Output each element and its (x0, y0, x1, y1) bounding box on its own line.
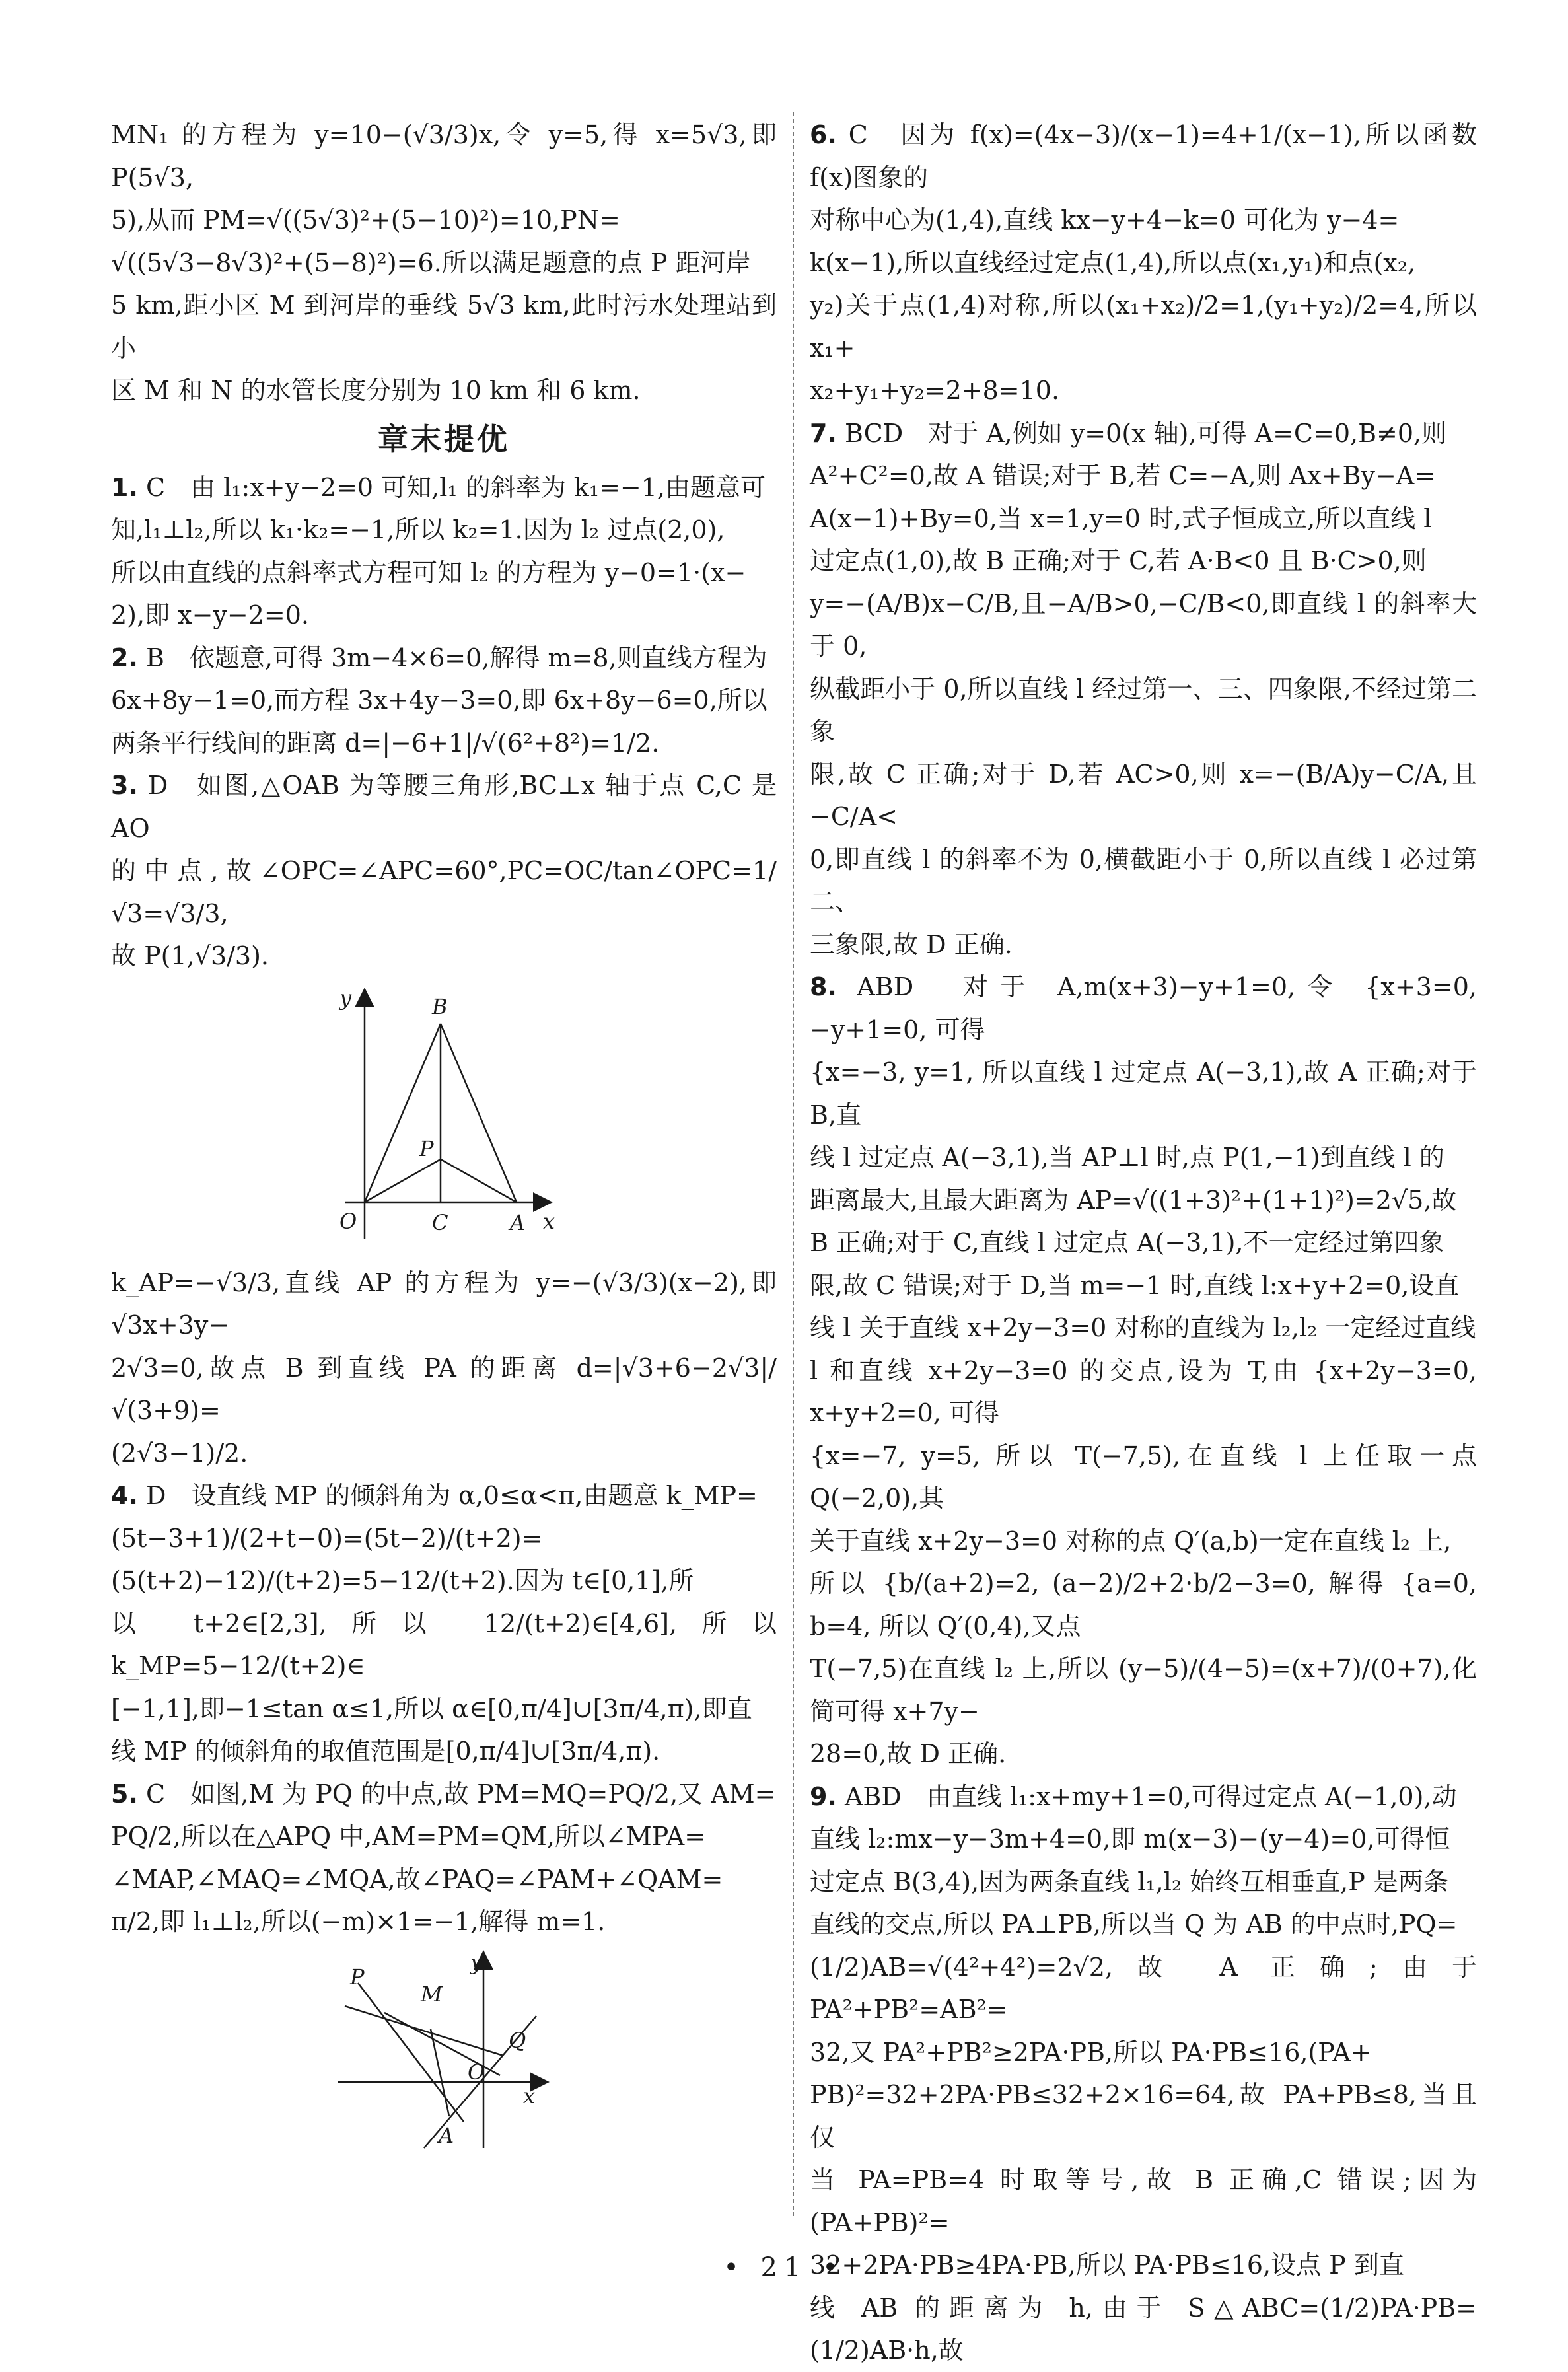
label-p: P (350, 1964, 365, 1990)
question-number: 4. (111, 1481, 138, 1510)
right-column (810, 114, 1477, 2372)
text-line: 线 MP 的倾斜角的取值范围是[0,π/4]∪[3π/4,π). (111, 1737, 660, 1766)
text-line: PQ/2,所以在△APQ 中,AM=PM=QM,所以∠MPA= (111, 1822, 706, 1851)
label-m: M (421, 1981, 443, 2007)
text-line: 线 l 关于直线 x+2y−3=0 对称的直线为 l₂,l₂ 一定经过直线 (810, 1313, 1476, 1342)
text-line: T(−7,5)在直线 l₂ 上,所以 (y−5)/(4−5)=(x+7)/(0+7),化简可得 x+7y− (810, 1654, 1477, 1726)
question-2 (111, 637, 777, 765)
left-column (111, 114, 777, 2161)
label-o: O (339, 1208, 357, 1234)
question-number: 2. (111, 643, 138, 672)
question-3 (111, 764, 777, 1474)
text-line: 距离最大,且最大距离为 AP=√((1+3)²+(1+1)²)=2√5,故 (810, 1185, 1457, 1215)
text-line: 以 t+2∈[2,3],所以 12/(t+2)∈[4,6],所以 k_MP=5−12/(t+2)∈ (111, 1608, 777, 1680)
text-line (111, 764, 777, 849)
text-line: y₂)关于点(1,4)对称,所以(x₁+x₂)/2=1,(y₁+y₂)/2=4,所以 x₁+ (810, 291, 1477, 363)
text-span: C 因为 f(x)=(4x−3)/(x−1)=4+1/(x−1),所以函数 f(x)图象的 (810, 120, 1477, 192)
text-span: D 设直线 MP 的倾斜角为 α,0≤α<π,由题意 k_MP= (145, 1481, 758, 1510)
text-line: (5t−3+1)/(2+t−0)=(5t−2)/(t+2)=(5(t+2)−12)/(t+2)=5−12/(t+2).因为 t∈[0,1],所 (111, 1523, 694, 1595)
text-line: 线 l 过定点 A(−3,1),当 AP⊥l 时,点 P(1,−1)到直线 l 的 (810, 1143, 1444, 1172)
question-number: 7. (810, 418, 837, 448)
intro-paragraph (111, 114, 777, 412)
text-line: √((5√3−8√3)²+(5−8)²)=6.所以满足题意的点 P 距河岸 (111, 248, 751, 277)
text-line: 纵截距小于 0,所以直线 l 经过第一、三、四象限,不经过第二象 (810, 674, 1477, 746)
question-number: 8. (810, 972, 837, 1001)
text-span: ABD 对于 A,m(x+3)−y+1=0,令 {x+3=0, −y+1=0, 可得 (810, 972, 1477, 1044)
text-line: k_AP=−√3/3,直线 AP 的方程为 y=−(√3/3)(x−2),即√3x+3y− (111, 1268, 777, 1340)
question-4 (111, 1474, 777, 1773)
text-line: 当 PA=PB=4 时取等号,故 B 正确,C 错误;因为(PA+PB)²= (810, 2165, 1477, 2237)
text-line: l 和直线 x+2y−3=0 的交点,设为 T,由 {x+2y−3=0, x+y+2=0, 可得 (810, 1355, 1477, 1427)
text-line: 限,故 C 错误;对于 D,当 m=−1 时,直线 l:x+y+2=0,设直 (810, 1270, 1460, 1300)
text-line: 区 M 和 N 的水管长度分别为 10 km 和 6 km. (111, 376, 641, 405)
text-line: 所以由直线的点斜率式方程可知 l₂ 的方程为 y−0=1·(x− (111, 557, 746, 587)
text-line: 2√3=0,故点 B 到直线 PA 的距离 d=|√3+6−2√3|/√(3+9)= (111, 1353, 777, 1425)
line-pq (345, 2006, 503, 2056)
label-q: Q (509, 2027, 526, 2053)
text-line: 5 km,距小区 M 到河岸的垂线 5√3 km,此时污水处理站到小 (111, 291, 777, 363)
text-line: A(x−1)+By=0,当 x=1,y=0 时,式子恒成立,所以直线 l (810, 503, 1432, 533)
text-line (810, 412, 1477, 455)
text-line: 5),从而 PM=√((5√3)²+(5−10)²)=10,PN= (111, 205, 620, 234)
question-7 (810, 412, 1477, 966)
label-x: x (523, 2083, 536, 2108)
text-line: 的中点,故∠OPC=∠APC=60°,PC=OC/tan∠OPC=1/√3=√3/3, (111, 856, 777, 928)
label-a: A (510, 1209, 526, 1235)
text-span: C 如图,M 为 PQ 的中点,故 PM=MQ=PQ/2,又 AM= (145, 1779, 776, 1809)
text-line: B 正确;对于 C,直线 l 过定点 A(−3,1),不一定经过第四象 (810, 1228, 1444, 1257)
text-line: 32+2PA·PB≥4PA·PB,所以 PA·PB≤16,设点 P 到直 (810, 2250, 1404, 2280)
page-number: • 21 • (723, 2252, 845, 2283)
column-divider (793, 112, 794, 2216)
text-line: 限,故 C 正确;对于 D,若 AC>0,则 x=−(B/A)y−C/A,且−C/A< (810, 759, 1477, 831)
text-line: 直线 l₂:mx−y−3m+4=0,即 m(x−3)−(y−4)=0,可得恒 (810, 1824, 1450, 1853)
text-line: (2√3−1)/2. (111, 1438, 248, 1468)
text-line: MN₁ 的方程为 y=10−(√3/3)x,令 y=5,得 x=5√3,即 P(5√3, (111, 120, 777, 192)
text-line (111, 1474, 777, 1517)
text-line (810, 966, 1477, 1051)
text-span: C 由 l₁:x+y−2=0 可知,l₁ 的斜率为 k₁=−1,由题意可 (145, 472, 766, 502)
triangle-diagram (325, 978, 563, 1255)
lines-diagram (332, 1943, 556, 2155)
label-b: B (432, 993, 448, 1019)
text-line: (1/2)AB=√(4²+4²)=2√2,故 A 正确;由于 PA²+PB²=AB²= (810, 1952, 1477, 2024)
question-5 (111, 1773, 777, 2161)
question-6 (810, 114, 1477, 412)
text-line (111, 637, 777, 680)
label-x: x (543, 1208, 555, 1234)
text-span: ABD 由直线 l₁:x+my+1=0,可得过定点 A(−1,0),动 (844, 1781, 1457, 1811)
text-line: 三象限,故 D 正确. (810, 929, 1013, 959)
label-p: P (419, 1135, 434, 1161)
text-line: 所以 {b/(a+2)=2, (a−2)/2+2·b/2−3=0, 解得 {a=0, b=4, 所以 Q′(0,4),又点 (810, 1569, 1477, 1641)
text-line: y=−(A/B)x−C/B,且−A/B>0,−C/B<0,即直线 l 的斜率大于 0, (810, 589, 1477, 661)
text-line: 对称中心为(1,4),直线 kx−y+4−k=0 可化为 y−4= (810, 205, 1400, 234)
section-title: 章末提优 (378, 421, 510, 457)
text-line: 28=0,故 D 正确. (810, 1739, 1007, 1768)
question-1 (111, 466, 777, 637)
text-line: [−1,1],即−1≤tan α≤1,所以 α∈[0,π/4]∪[3π/4,π),即直 (111, 1694, 752, 1723)
question-number: 9. (810, 1781, 837, 1811)
text-line: {x=−3, y=1, 所以直线 l 过定点 A(−3,1),故 A 正确;对于 B,直 (810, 1058, 1477, 1130)
question-8 (810, 966, 1477, 1776)
segment-pa (441, 1159, 517, 1202)
text-span: BCD 对于 A,例如 y=0(x 轴),可得 A=C=0,B≠0,则 (844, 418, 1447, 448)
text-line: 线 AB 的距离为 h,由于 S△ABC=(1/2)PA·PB=(1/2)AB·h,故 (810, 2293, 1477, 2365)
text-line (111, 466, 777, 509)
segment-ba (441, 1024, 517, 1202)
text-span: D 如图,△OAB 为等腰三角形,BC⊥x 轴于点 C,C 是 AO (111, 771, 777, 843)
question-number: 3. (111, 771, 138, 800)
label-o: O (468, 2059, 485, 2085)
text-line (810, 114, 1477, 199)
text-line: π/2,即 l₁⊥l₂,所以(−m)×1=−1,解得 m=1. (111, 1907, 606, 1936)
text-line: {x=−7, y=5, 所以 T(−7,5),在直线 l 上任取一点 Q(−2,0),其 (810, 1441, 1477, 1513)
text-line: 过定点(1,0),故 B 正确;对于 C,若 A·B<0 且 B·C>0,则 (810, 546, 1427, 575)
question-number: 6. (810, 120, 837, 149)
label-y: y (339, 985, 352, 1011)
text-line: 6x+8y−1=0,而方程 3x+4y−3=0,即 6x+8y−6=0,所以 (111, 686, 767, 715)
label-y: y (470, 1949, 483, 1975)
figure-triangle-oab (111, 978, 777, 1262)
text-line: 2),即 x−y−2=0. (111, 600, 310, 629)
text-line: 关于直线 x+2y−3=0 对称的点 Q′(a,b)一定在直线 l₂ 上, (810, 1526, 1452, 1556)
label-c: C (432, 1209, 448, 1235)
text-line: PB)²=32+2PA·PB≤32+2×16=64,故 PA+PB≤8,当且仅 (810, 2080, 1477, 2152)
text-line: 0,即直线 l 的斜率不为 0,横截距小于 0,所以直线 l 必过第二、 (810, 844, 1477, 916)
question-number: 5. (111, 1779, 138, 1809)
text-line (810, 1776, 1477, 1818)
text-line: A²+C²=0,故 A 错误;对于 B,若 C=−A,则 Ax+By−A= (810, 461, 1436, 490)
text-line: 故 P(1,√3/3). (111, 941, 269, 970)
question-number: 1. (111, 472, 138, 502)
text-line (111, 1773, 777, 1816)
text-line: k(x−1),所以直线经过定点(1,4),所以点(x₁,y₁)和点(x₂, (810, 248, 1416, 277)
text-line: 知,l₁⊥l₂,所以 k₁·k₂=−1,所以 k₂=1.因为 l₂ 过点(2,0), (111, 515, 725, 544)
text-line: x₂+y₁+y₂=2+8=10. (810, 376, 1060, 405)
text-line: 过定点 B(3,4),因为两条直线 l₁,l₂ 始终互相垂直,P 是两条 (810, 1867, 1448, 1896)
text-line: 两条平行线间的距离 d=|−6+1|/√(6²+8²)=1/2. (111, 728, 660, 758)
text-line: ∠MAP,∠MAQ=∠MQA,故∠PAQ=∠PAM+∠QAM= (111, 1864, 723, 1894)
text-line: 直线的交点,所以 PA⊥PB,所以当 Q 为 AB 的中点时,PQ= (810, 1910, 1458, 1939)
text-span: B 依题意,可得 3m−4×6=0,解得 m=8,则直线方程为 (145, 643, 767, 672)
figure-lines-apq (111, 1943, 777, 2161)
segment-ob (365, 1024, 441, 1202)
label-a: A (439, 2122, 454, 2148)
line-l1-pa (358, 1983, 464, 2122)
segment-op (365, 1159, 441, 1202)
text-line: 32,又 PA²+PB²≥2PA·PB,所以 PA·PB≤16,(PA+ (810, 2037, 1372, 2067)
